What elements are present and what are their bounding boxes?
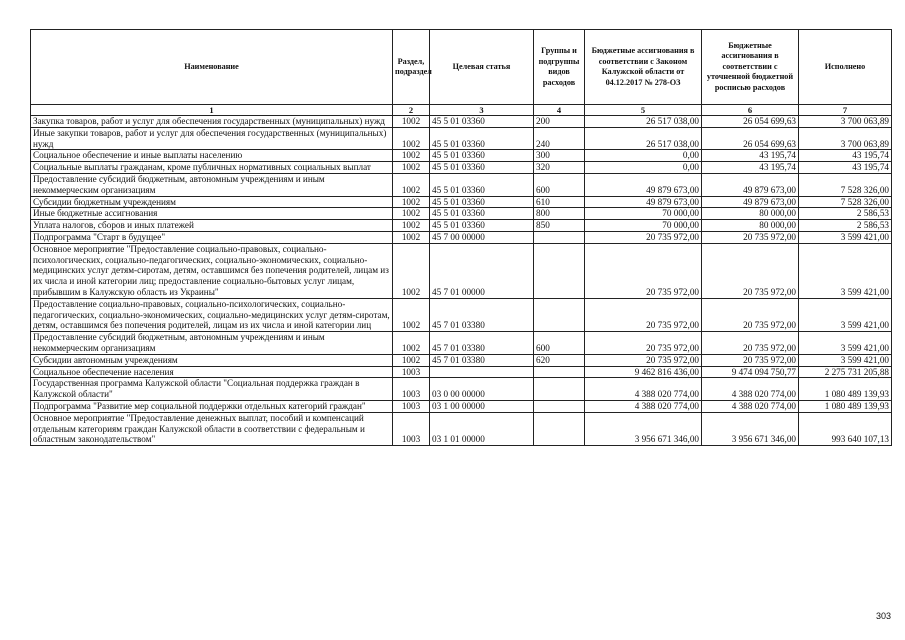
row-section: 1002 xyxy=(393,173,430,196)
table-row xyxy=(31,298,892,331)
row-name: Закупка товаров, работ и услуг для обеспечения государственных (муниципальных) нужд xyxy=(31,116,393,128)
row-law-amount: 9 462 816 436,00 xyxy=(585,366,702,378)
column-number: 6 xyxy=(702,105,799,116)
row-section: 1002 xyxy=(393,127,430,150)
row-law-amount: 49 879 673,00 xyxy=(585,196,702,208)
row-law-amount: 70 000,00 xyxy=(585,208,702,220)
row-name: Предоставление социально-правовых, социально-психологических, социально-педагогических, социально-экономических, социально-медицинских услуг детям-сиротам, детям, оставшимся без попечения родителей, лицам из их числа и иной категории лиц xyxy=(31,298,393,331)
row-target: 03 1 01 00000 xyxy=(430,412,534,445)
row-section: 1002 xyxy=(393,332,430,355)
row-group xyxy=(534,298,585,331)
row-refined-amount: 4 388 020 774,00 xyxy=(702,400,799,412)
column-number: 2 xyxy=(393,105,430,116)
row-executed-amount: 43 195,74 xyxy=(799,150,892,162)
table-row xyxy=(31,173,892,196)
row-name: Субсидии бюджетным учреждениям xyxy=(31,196,393,208)
row-section: 1002 xyxy=(393,220,430,232)
table-row xyxy=(31,400,892,412)
row-name: Социальное обеспечение и иные выплаты населению xyxy=(31,150,393,162)
row-executed-amount: 2 586,53 xyxy=(799,208,892,220)
table-row xyxy=(31,332,892,355)
page-number: 303 xyxy=(875,611,891,621)
row-name: Субсидии автономным учреждениям xyxy=(31,354,393,366)
column-number: 5 xyxy=(585,105,702,116)
row-law-amount: 20 735 972,00 xyxy=(585,298,702,331)
row-law-amount: 4 388 020 774,00 xyxy=(585,378,702,401)
row-name: Основное мероприятие "Предоставление денежных выплат, пособий и компенсаций отдельным категориям граждан Калужской области в соответствии с федеральным и областным законодательством" xyxy=(31,412,393,445)
row-law-amount: 20 735 972,00 xyxy=(585,332,702,355)
row-name: Уплата налогов, сборов и иных платежей xyxy=(31,220,393,232)
row-executed-amount: 1 080 489 139,93 xyxy=(799,400,892,412)
row-group xyxy=(534,412,585,445)
row-group: 620 xyxy=(534,354,585,366)
row-refined-amount: 20 735 972,00 xyxy=(702,332,799,355)
row-executed-amount: 43 195,74 xyxy=(799,162,892,174)
row-target xyxy=(430,366,534,378)
row-refined-amount: 3 956 671 346,00 xyxy=(702,412,799,445)
row-refined-amount: 26 054 699,63 xyxy=(702,116,799,128)
row-executed-amount: 7 528 326,00 xyxy=(799,173,892,196)
header-group: Группы и подгруппы видов расходов xyxy=(534,30,585,105)
row-name: Подпрограмма "Развитие мер социальной поддержки отдельных категорий граждан" xyxy=(31,400,393,412)
row-refined-amount: 20 735 972,00 xyxy=(702,243,799,298)
row-law-amount: 4 388 020 774,00 xyxy=(585,400,702,412)
row-executed-amount: 3 599 421,00 xyxy=(799,298,892,331)
row-refined-amount: 49 879 673,00 xyxy=(702,196,799,208)
table-row xyxy=(31,231,892,243)
row-law-amount: 49 879 673,00 xyxy=(585,173,702,196)
row-section: 1002 xyxy=(393,243,430,298)
row-group xyxy=(534,400,585,412)
header-executed: Исполнено xyxy=(799,30,892,105)
row-name: Подпрограмма "Старт в будущее" xyxy=(31,231,393,243)
row-group: 600 xyxy=(534,332,585,355)
row-target: 45 7 00 00000 xyxy=(430,231,534,243)
table-row xyxy=(31,208,892,220)
row-executed-amount: 7 528 326,00 xyxy=(799,196,892,208)
budget-table xyxy=(30,29,892,446)
row-executed-amount: 3 700 063,89 xyxy=(799,127,892,150)
row-group: 850 xyxy=(534,220,585,232)
row-law-amount: 20 735 972,00 xyxy=(585,231,702,243)
row-executed-amount: 3 599 421,00 xyxy=(799,354,892,366)
row-section: 1002 xyxy=(393,354,430,366)
row-refined-amount: 49 879 673,00 xyxy=(702,173,799,196)
row-target: 45 5 01 03360 xyxy=(430,116,534,128)
row-group xyxy=(534,231,585,243)
row-refined-amount: 20 735 972,00 xyxy=(702,354,799,366)
row-target: 45 5 01 03360 xyxy=(430,196,534,208)
table-row xyxy=(31,150,892,162)
row-name: Социальное обеспечение населения xyxy=(31,366,393,378)
row-refined-amount: 80 000,00 xyxy=(702,208,799,220)
row-name: Иные закупки товаров, работ и услуг для обеспечения государственных (муниципальных) нужд xyxy=(31,127,393,150)
row-section: 1002 xyxy=(393,208,430,220)
row-target: 45 5 01 03360 xyxy=(430,208,534,220)
row-refined-amount: 43 195,74 xyxy=(702,150,799,162)
row-law-amount: 70 000,00 xyxy=(585,220,702,232)
header-law: Бюджетные ассигнования в соответствии с Законом Калужской области от 04.12.2017 № 278-ОЗ xyxy=(585,30,702,105)
row-law-amount: 26 517 038,00 xyxy=(585,116,702,128)
row-section: 1002 xyxy=(393,231,430,243)
header-refined: Бюджетные ассигнования в соответствии с уточненной бюджетной росписью расходов xyxy=(702,30,799,105)
table-row xyxy=(31,196,892,208)
row-law-amount: 20 735 972,00 xyxy=(585,354,702,366)
row-refined-amount: 80 000,00 xyxy=(702,220,799,232)
row-target: 03 0 00 00000 xyxy=(430,378,534,401)
table-row xyxy=(31,220,892,232)
row-group: 240 xyxy=(534,127,585,150)
row-executed-amount: 3 599 421,00 xyxy=(799,231,892,243)
table-row xyxy=(31,116,892,128)
row-group: 610 xyxy=(534,196,585,208)
row-target: 45 5 01 03360 xyxy=(430,173,534,196)
row-target: 45 5 01 03360 xyxy=(430,127,534,150)
row-group: 200 xyxy=(534,116,585,128)
row-section: 1002 xyxy=(393,150,430,162)
table-row xyxy=(31,243,892,298)
table-body xyxy=(31,116,892,446)
row-group: 320 xyxy=(534,162,585,174)
row-refined-amount: 43 195,74 xyxy=(702,162,799,174)
table-header-row xyxy=(31,30,892,105)
row-law-amount: 0,00 xyxy=(585,150,702,162)
row-section: 1002 xyxy=(393,116,430,128)
row-group: 800 xyxy=(534,208,585,220)
row-name: Основное мероприятие "Предоставление социально-правовых, социально-психологических, социально-педагогических, социально-экономических, социально-медицинских услуг детям-сиротам, детям, оставшимся без попечения родителей, лицам из их числа и иной категории лиц; предоставление социально-бытовых услуг лицам, прибывшим в Калужскую область из Украины" xyxy=(31,243,393,298)
row-group: 600 xyxy=(534,173,585,196)
row-executed-amount: 3 700 063,89 xyxy=(799,116,892,128)
row-law-amount: 26 517 038,00 xyxy=(585,127,702,150)
column-number: 1 xyxy=(31,105,393,116)
row-section: 1002 xyxy=(393,196,430,208)
row-refined-amount: 26 054 699,63 xyxy=(702,127,799,150)
column-number-row xyxy=(31,105,892,116)
row-executed-amount: 2 586,53 xyxy=(799,220,892,232)
row-section: 1003 xyxy=(393,366,430,378)
header-name: Наименование xyxy=(31,30,393,105)
row-refined-amount: 9 474 094 750,77 xyxy=(702,366,799,378)
row-law-amount: 3 956 671 346,00 xyxy=(585,412,702,445)
row-name: Предоставление субсидий бюджетным, автономным учреждениям и иным некоммерческим организациям xyxy=(31,173,393,196)
row-name: Иные бюджетные ассигнования xyxy=(31,208,393,220)
row-executed-amount: 993 640 107,13 xyxy=(799,412,892,445)
table-row xyxy=(31,412,892,445)
table-row xyxy=(31,354,892,366)
row-executed-amount: 2 275 731 205,88 xyxy=(799,366,892,378)
row-target: 45 7 01 03380 xyxy=(430,332,534,355)
column-number: 7 xyxy=(799,105,892,116)
row-executed-amount: 3 599 421,00 xyxy=(799,332,892,355)
row-name: Социальные выплаты гражданам, кроме публичных нормативных социальных выплат xyxy=(31,162,393,174)
row-target: 45 7 01 00000 xyxy=(430,243,534,298)
row-group: 300 xyxy=(534,150,585,162)
row-name: Государственная программа Калужской области "Социальная поддержка граждан в Калужской области" xyxy=(31,378,393,401)
row-section: 1003 xyxy=(393,412,430,445)
row-target: 45 5 01 03360 xyxy=(430,150,534,162)
row-section: 1003 xyxy=(393,378,430,401)
table-row xyxy=(31,127,892,150)
table-row xyxy=(31,162,892,174)
row-group xyxy=(534,366,585,378)
table-row xyxy=(31,378,892,401)
row-target: 45 7 01 03380 xyxy=(430,298,534,331)
header-target: Целевая статья xyxy=(430,30,534,105)
row-refined-amount: 20 735 972,00 xyxy=(702,231,799,243)
row-executed-amount: 1 080 489 139,93 xyxy=(799,378,892,401)
row-law-amount: 20 735 972,00 xyxy=(585,243,702,298)
table-row xyxy=(31,366,892,378)
row-section: 1002 xyxy=(393,162,430,174)
row-target: 45 7 01 03380 xyxy=(430,354,534,366)
row-group xyxy=(534,243,585,298)
row-refined-amount: 4 388 020 774,00 xyxy=(702,378,799,401)
row-section: 1003 xyxy=(393,400,430,412)
header-section: Раздел, подраздел xyxy=(393,30,430,105)
row-refined-amount: 20 735 972,00 xyxy=(702,298,799,331)
row-name: Предоставление субсидий бюджетным, автономным учреждениям и иным некоммерческим организациям xyxy=(31,332,393,355)
row-target: 45 5 01 03360 xyxy=(430,162,534,174)
row-target: 03 1 00 00000 xyxy=(430,400,534,412)
row-executed-amount: 3 599 421,00 xyxy=(799,243,892,298)
column-number: 4 xyxy=(534,105,585,116)
row-group xyxy=(534,378,585,401)
row-law-amount: 0,00 xyxy=(585,162,702,174)
row-target: 45 5 01 03360 xyxy=(430,220,534,232)
row-section: 1002 xyxy=(393,298,430,331)
column-number: 3 xyxy=(430,105,534,116)
